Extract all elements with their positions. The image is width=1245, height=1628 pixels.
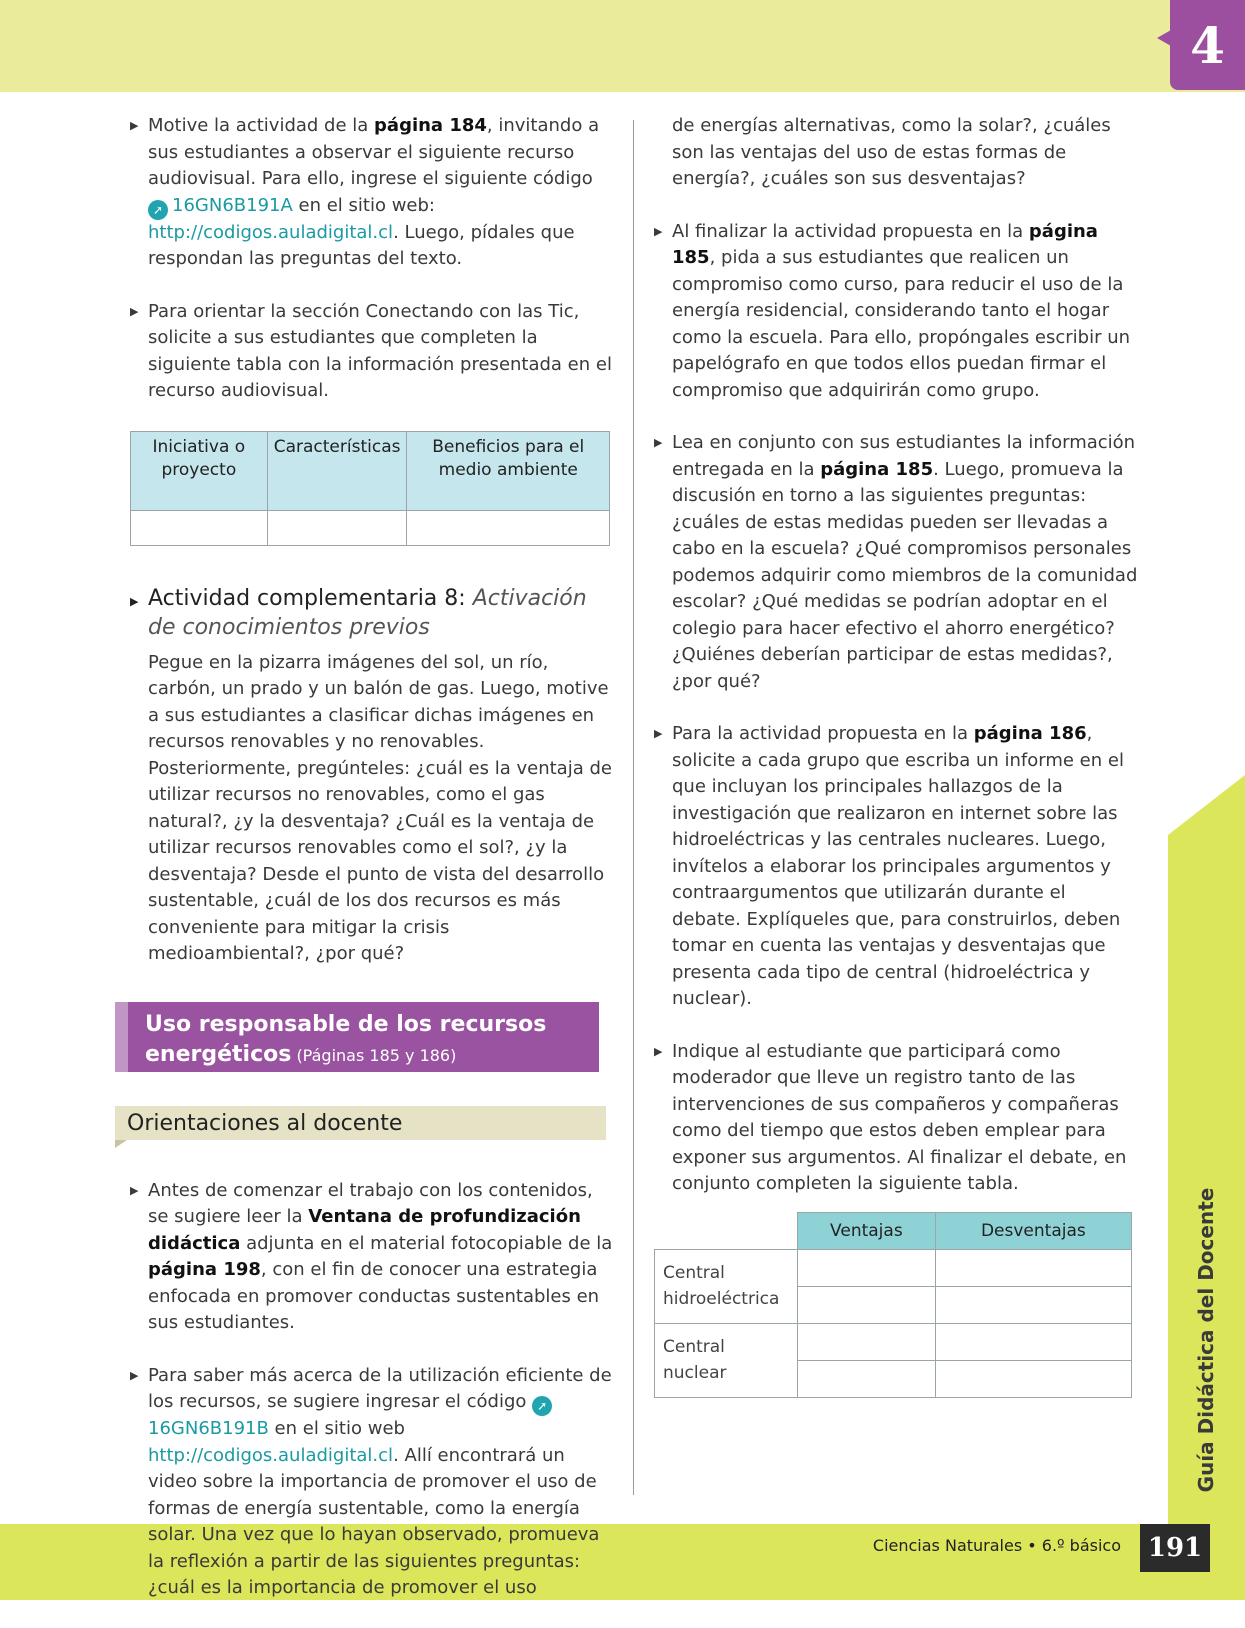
table-header: Desventajas — [935, 1212, 1131, 1249]
table-cell — [798, 1323, 936, 1360]
right-column — [654, 113, 1139, 1398]
text: en el sitio web — [268, 1418, 405, 1439]
activity-body: Pegue en la pizarra imágenes del sol, un río, carbón, un prado y un balón de gas. Luego, motive a sus estudiantes a clasificar dichas imágenes en recursos renovables y no renovables. Posteriormente, pregúnteles: ¿cuál es la ventaja de utilizar recursos no renovables, como el gas natural?, ¿y la desventaja? ¿Cuál es la ventaja de utilizar recursos renovables como el sol?, ¿y la desventaja? Desde el punto de vista del desarrollo sustentable, ¿cuál de los dos recursos es más conveniente para mitigar la crisis medioambiental?, ¿por qué? — [148, 651, 612, 964]
text: Para la actividad propuesta en la — [672, 723, 974, 744]
table-cell — [935, 1286, 1131, 1323]
text: . Luego, promueva la discusión en torno a las siguientes preguntas: ¿cuáles de estas medidas pueden ser llevadas a cabo en la escuela? ¿Qué compromisos personales podemos adquirir como miembros de la comunidad escolar? ¿Qué medidas se podrían adoptar en el colegio para hacer efectivo el ahorro energético? ¿Quiénes deberían participar de estas medidas?, ¿por qué? — [672, 458, 1138, 692]
table-cell — [798, 1249, 936, 1286]
initiatives-table — [130, 431, 610, 546]
table-header: Características — [267, 431, 407, 510]
paragraph-informe — [654, 721, 1139, 1013]
paragraph-continued: de energías alternativas, como la solar?, ¿cuáles son las ventajas del uso de estas formas de energía?, ¿cuáles son sus desventajas? — [672, 115, 1111, 189]
section-pages: (Páginas 185 y 186) — [296, 1045, 457, 1065]
chapter-number: 4 — [1170, 0, 1245, 90]
paragraph-saber-mas — [130, 1363, 614, 1602]
table-header: Beneficios para el medio ambiente — [407, 431, 610, 510]
table-corner — [655, 1212, 798, 1249]
text: en el sitio web: — [292, 194, 435, 216]
activity-title-text: Actividad complementaria 8: — [148, 585, 473, 611]
text: , solicite a cada grupo que escriba un informe en el que incluyan los principales hallazgos de la investigación que realizaron en internet sobre las hidroeléctricas y las centrales nucleares. Luego, invítelos a elaborar los principales argumentos y contraargumentos que utilizarán durante el debate. Explíqueles que, para construirlos, deben tomar en cuenta las ventajas y desventajas que presenta cada tipo de central (hidroeléctrica y nuclear). — [672, 723, 1124, 1009]
text: , con el fin de conocer una estrategia enfocada en promover conductas sustentables en sus estudiantes. — [148, 1259, 600, 1333]
text: Antes de comenzar el trabajo con los contenidos, se sugiere leer la — [148, 1179, 593, 1227]
paragraph-audiovisual — [130, 113, 614, 273]
text: . Luego, pídales que respondan las preguntas del texto. — [148, 221, 575, 269]
table-cell — [798, 1360, 936, 1397]
paragraph-ventana — [130, 1178, 614, 1337]
paragraph-moderador: ▶ Indique al estudiante que participará como moderador que lleve un registro tanto de las intervenciones de sus compañeros y compañeras como del tiempo que estos deben emplear para exponer sus argumentos. Al finalizar el debate, en conjunto completen la siguiente tabla. — [654, 1039, 1139, 1198]
paragraph-discusion — [654, 430, 1139, 695]
url-link[interactable]: http://codigos.auladigital.cl — [148, 1444, 394, 1466]
text: adjunta en el material fotocopiable de la — [240, 1232, 613, 1254]
code-rocket-icon: ➚ — [532, 1396, 552, 1416]
left-column — [127, 113, 614, 1628]
header-band — [0, 0, 1245, 92]
table-header: Ventajas — [798, 1212, 936, 1249]
side-label: Guía Didáctica del Docente — [1194, 1187, 1218, 1493]
paragraph-tic: ▶ Para orientar la sección Conectando con las Tic, solicite a sus estudiantes que completen la siguiente tabla con la información presentada en el recurso audiovisual. — [130, 299, 614, 405]
text: Para saber más acerca de la utilización eficiente de los recursos, se sugiere ingresar el código — [148, 1364, 612, 1412]
activity-title — [130, 584, 614, 642]
table-cell — [267, 510, 407, 545]
code-link[interactable]: 16GN6B191B — [148, 1418, 269, 1439]
section-header — [115, 1002, 599, 1072]
url-link[interactable]: http://codigos.auladigital.cl — [148, 221, 394, 243]
paragraph-compromiso — [654, 219, 1139, 405]
central-comparison-table — [654, 1212, 1132, 1398]
activity-subtitle: Activación de conocimientos previos — [148, 585, 587, 640]
orientaciones-heading: Orientaciones al docente — [115, 1106, 606, 1140]
chapter-tab-notch — [1157, 30, 1171, 46]
table-cell — [798, 1286, 936, 1323]
table-cell — [131, 510, 268, 545]
footer-subject: Ciencias Naturales • 6.º básico — [872, 1536, 1121, 1555]
text: Al finalizar la actividad propuesta en la — [672, 220, 1029, 242]
page-ref: página 185 — [820, 458, 934, 480]
table-cell — [407, 510, 610, 545]
text: , pida a sus estudiantes que realicen un compromiso como curso, para reducir el uso de la energía residencial, considerando tanto el hogar como la escuela. Para ello, propóngales escribir un papelógrafo en que todos ellos puedan firmar el compromiso que adquirirán como grupo. — [672, 247, 1131, 401]
text: , invitando a sus estudiantes a observar el siguiente recurso audiovisual. Para ello, ingrese el siguiente código — [148, 115, 600, 189]
page-ref: página 198 — [148, 1259, 261, 1280]
page-ref: página 186 — [973, 723, 1087, 744]
table-header: Iniciativa o proyecto — [131, 431, 268, 510]
bold-ref: Ventana de profundización didáctica — [148, 1206, 581, 1254]
table-cell — [935, 1249, 1131, 1286]
page-number: 191 — [1140, 1524, 1210, 1572]
table-cell — [935, 1323, 1131, 1360]
column-divider — [633, 120, 634, 1495]
section-title: Uso responsable de los recursos energéticos — [145, 1011, 547, 1067]
table-cell — [935, 1360, 1131, 1397]
page-ref: página 184 — [374, 115, 487, 136]
page-ref: página 185 — [672, 220, 1098, 268]
row-label: Central nuclear — [655, 1323, 798, 1397]
code-rocket-icon: ➚ — [148, 200, 168, 220]
text: Lea en conjunto con sus estudiantes la información entregada en la — [672, 432, 1136, 480]
row-label: Central hidroeléctrica — [655, 1249, 798, 1323]
text: . Allí encontrará un video sobre la importancia de promover el uso de formas de energía sustentable, como la energía solar. Una vez que lo hayan observado, promueva la reflexión a partir de las siguientes preguntas: ¿cuál es la importancia de promover el uso — [148, 1444, 600, 1598]
text: Motive la actividad de la — [148, 115, 375, 136]
code-link[interactable]: 16GN6B191A — [172, 194, 293, 216]
